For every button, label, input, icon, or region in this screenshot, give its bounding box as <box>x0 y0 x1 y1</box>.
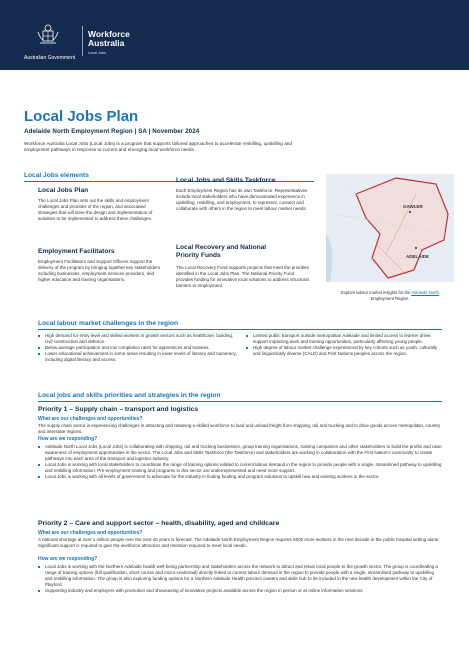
recovery-title <box>176 244 266 260</box>
challenges-rule <box>38 329 442 330</box>
adelaide-north-link[interactable]: Adelaide North <box>411 290 439 295</box>
local-jobs-plan-title: Local Jobs Plan <box>38 187 89 194</box>
priority-2-responding-label: How are we responding? <box>38 556 98 562</box>
priorities-rule <box>38 401 442 402</box>
brand-line-1: Workforce <box>88 29 130 39</box>
elements-heading: Local Jobs elements <box>24 172 89 179</box>
facilitators-text: Employment Facilitators and Support Officers support the delivery of the program by bringing together key stakeholders including businesses, employment services providers, and higher education and training organisations. <box>38 259 161 282</box>
page-subtitle: Adelaide North Employment Region | SA | November 2024 <box>24 128 200 135</box>
local-jobs-plan-text: The Local Jobs Plan sets out the skills and employment challenges and priorities of the region, and associated strategies that will drive the design and implementation of activities to be implemented to address these challenges. <box>38 198 153 221</box>
workforce-australia-logo <box>88 30 130 48</box>
page-header <box>0 0 469 70</box>
recovery-title-line-1: Local Recovery and National <box>176 244 267 251</box>
priority-2-challenges-label: What are our challenges and opportunities? <box>38 530 143 536</box>
page-title: Local Jobs Plan <box>24 108 139 125</box>
priority-1-challenges-label: What are our challenges and opportunities? <box>38 416 143 422</box>
response-item: Local Jobs is working with all levels of government to advocate for the industry in finding funding and program solutions to upskill new and existing workers in the sector. <box>38 474 442 480</box>
map-label-gawler: GAWLER <box>403 204 423 209</box>
map-label-adelaide: ADELAIDE <box>406 254 430 259</box>
challenges-heading: Local labour market challenges in the region <box>38 320 178 327</box>
priority-1-challenge-text: The supply chain sector is experiencing challenges in attracting and retaining a skilled workforce to load and unload freight from shipping, rail and trucking and to drive goods across metropolitan, country and interstate regions. <box>38 423 441 434</box>
region-map[interactable] <box>326 174 454 282</box>
taskforce-title: Local Jobs and Skills Taskforce <box>176 177 276 184</box>
priority-1-title: Priority 1 – Supply chain – transport and logistics <box>38 406 199 413</box>
challenge-item: Below average participation and low completion rates for apprentices and trainees. <box>38 345 238 351</box>
response-item: Supporting industry and employers with promotion and showcasing of innovative projects available across the region in person or at online information sessions. <box>38 588 442 594</box>
region-map-graphic <box>326 174 454 282</box>
challenges-list-left <box>38 333 238 363</box>
taskforce-text: Each Employment Region has its own Taskforce. Representatives include local stakeholders who have demonstrated experience in upskilling, reskilling, and employment, to represent, connect and collaborate with others in the region to meet labour market needs. <box>176 188 308 211</box>
government-name: Australian Government <box>24 55 76 61</box>
priority-2-title: Priority 2 – Care and support sector – health, disability, aged and childcare <box>38 520 280 527</box>
header-divider <box>82 26 83 56</box>
map-caption-prefix: Explore labour market insights for the <box>340 290 411 295</box>
priority-2-challenge-text: A national shortage at over 1 million people over the next 40 years is forecast. The Adelaide North Employment Region requires 5000 more workers in the next decade in the public hospital setting alone. Significant support is required to gain the workforce attraction and retention required to meet local needs. <box>38 537 440 548</box>
map-caption-suffix: Employment Region. <box>370 295 410 301</box>
challenge-item: Limited public transport outside metropolitan Adelaide and limited access to learner driver support impacting work and training opportunities, particularly affecting young people. <box>246 333 442 345</box>
priority-2-responses <box>38 564 442 594</box>
response-item: Local Jobs is working with local stakeholders to coordinate the range of training options related to current labour demand in the region to provide people with a single, streamlined pathway to upskilling and reskilling information. Pre-employment training and programs in this sector are underrepresented and need more support. <box>38 462 442 474</box>
coat-of-arms-icon <box>36 22 60 46</box>
recovery-text: The Local Recovery Fund supports projects that meet the priorities identified in the Local Jobs Plan. The National Priority Fund provides funding for innovative local solutions to address structural barriers to employment. <box>176 265 309 288</box>
priorities-heading: Local jobs and skills priorities and strategies in the region <box>38 392 221 399</box>
challenge-item: High demand for entry level and skilled workers in growth sectors such as healthcare, building, civil construction and defence. <box>38 333 238 345</box>
facilitators-title: Employment Facilitators <box>38 248 115 255</box>
response-item: Adelaide North Local Jobs (Local Jobs) is collaborating with shipping, rail and trucking businesses, group training organisations, training companies and other stakeholders to build the profile and raise awareness of employment opportunities in the sector. The Local Jobs and Skills Taskforce (the Taskforce) and stakeholders are working in collaboration with the First Nation's community to create pathways into each area of the transport and logistics industry. <box>38 444 442 462</box>
brand-line-2: Australia <box>88 38 125 48</box>
challenge-item: High degree of labour market challenge experienced by key cohorts such as youth, culturally and linguistically diverse (CALD) and First Nations peoples across the region. <box>246 345 442 357</box>
intro-text: Workforce Australia Local Jobs (Local Jobs) is a program that supports tailored approaches to accelerate reskilling, upskilling and employment pathways in response to current and emerging local workforce needs. <box>24 141 293 152</box>
priority-1-responding-label: How are we responding? <box>38 436 98 442</box>
challenge-item: Lower educational achievement in some areas resulting in lower levels of literacy and numeracy, including digital literacy and access. <box>38 351 238 363</box>
response-item: Local Jobs is working with the Northern Adelaide health well-being partnership and stakeholders across the network to attract and retain local people to the growth sector. The group is coordinating a range of training options (full qualification, short course and micro-credential) directly linked to current labour demand in the region to provide people with a single, streamlined pathway to upskilling and reskilling information. The group is also exploring funding options for a Northern Adelaide Health precinct careers and skills hub to be included in the new health development within the City of Playford. <box>38 564 442 588</box>
map-caption <box>334 290 446 301</box>
brand-subtitle: Local Jobs <box>88 51 107 55</box>
recovery-title-line-2: Priority Funds <box>176 252 221 259</box>
priority-1-responses <box>38 444 442 480</box>
challenges-list-right <box>246 333 442 357</box>
